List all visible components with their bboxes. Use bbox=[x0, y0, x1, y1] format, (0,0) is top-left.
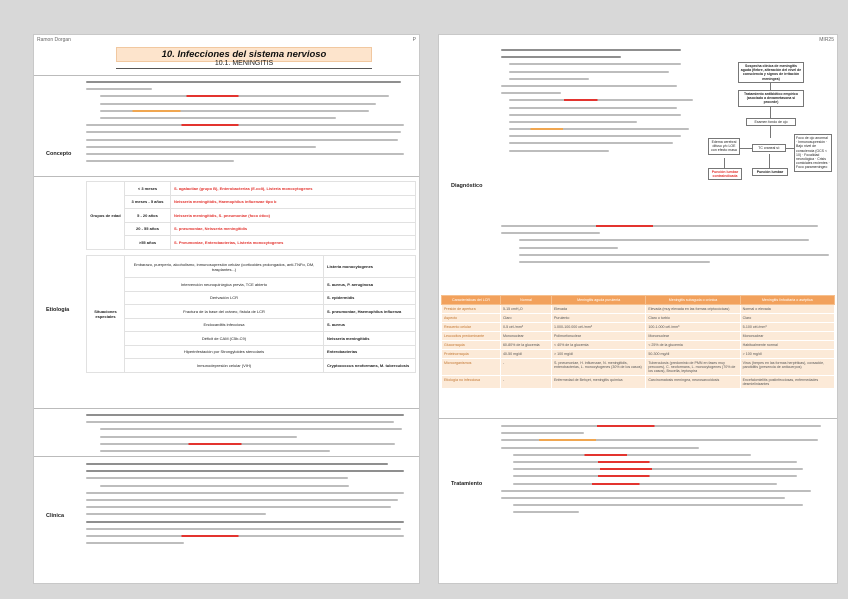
situation-cell: Derivación LCR bbox=[125, 291, 324, 305]
table-row bbox=[87, 182, 416, 196]
diagnostico-section bbox=[439, 45, 838, 295]
table-row bbox=[87, 236, 416, 250]
left-page bbox=[33, 34, 420, 584]
table-cell: S. pneumoniae, H. influenzae, N. meningitidis, enterobacterias, L. monocytogenes (30% de los casos) bbox=[552, 359, 646, 376]
table-cell: Virus (herpes en las formas herpéticas), coxsackie, parotiditis (presencia de anticuerpos) bbox=[740, 359, 834, 376]
table-row bbox=[87, 291, 416, 305]
table-cell: Polimorfonuclear bbox=[552, 332, 646, 341]
table-row bbox=[87, 359, 416, 373]
row-header-cell: Etiología no infecciosa bbox=[442, 376, 501, 389]
diagnostic-flow-diagram bbox=[708, 62, 832, 232]
table-cell: Mononuclear bbox=[500, 332, 551, 341]
table-row bbox=[87, 332, 416, 346]
table-cell: Claro bbox=[500, 314, 551, 323]
table-cell: Purulento bbox=[552, 314, 646, 323]
age-cell: 3 meses - 5 años bbox=[125, 195, 171, 209]
table-cell: Mononuclear bbox=[646, 332, 740, 341]
agent-cell: S. agalactiae (grupo B), Enterobacterias (E.coli), Listeria monocytogenes bbox=[171, 182, 416, 196]
table-cell: Normal o elevada bbox=[740, 305, 834, 314]
age-groups-table bbox=[86, 181, 416, 250]
table-row bbox=[442, 350, 835, 359]
agent-cell: Neisseria meningitidis bbox=[324, 332, 416, 346]
concepto-text-block bbox=[86, 81, 414, 167]
table-row bbox=[87, 345, 416, 359]
agent-cell: Neisseria meningitidis, Haemophilus influenzae tipo b bbox=[171, 195, 416, 209]
row-header-cell: Presión de apertura bbox=[442, 305, 501, 314]
concepto-label: Concepto bbox=[46, 151, 72, 157]
table-cell: Tuberculosis (predominio de PMN en fases muy precoces), C. neoformans, L. monocytogenes (70% de los casos), Brucella, leptospira bbox=[646, 359, 740, 376]
agent-cell: S. aureus, P. aeruginosa bbox=[324, 278, 416, 292]
table-cell: 60-80% de la glucemia bbox=[500, 341, 551, 350]
table-cell: < 40% de la glucemia bbox=[552, 341, 646, 350]
age-groups-label: Grupos de edad bbox=[87, 182, 125, 250]
etiologia-section bbox=[34, 176, 420, 408]
table-row bbox=[442, 341, 835, 350]
row-header-cell: Glucorraquia bbox=[442, 341, 501, 350]
column-header: Meningitis aguda purulenta bbox=[552, 296, 646, 305]
situation-cell: Fractura de la base del cráneo, fístula de LCR bbox=[125, 305, 324, 319]
table-cell: Encefalomielitis postinfecciosas, enfermedades desmielinizantes bbox=[740, 376, 834, 389]
table-row bbox=[87, 195, 416, 209]
tratamiento-text-block bbox=[501, 425, 831, 518]
table-cell: - bbox=[500, 376, 551, 389]
table-cell: - bbox=[500, 359, 551, 376]
table-header-row bbox=[442, 296, 835, 305]
chapter-title: 10. Infecciones del sistema nervioso bbox=[116, 47, 372, 62]
special-situations-label: Situaciones especiales bbox=[87, 256, 125, 373]
age-cell: 20 - 55 años bbox=[125, 222, 171, 236]
table-row bbox=[442, 323, 835, 332]
page-header-code: MIR25 bbox=[819, 37, 834, 43]
clinica-label: Clínica bbox=[46, 513, 65, 519]
table-cell: Claro o turbio bbox=[646, 314, 740, 323]
row-header-cell: Proteinorraquia bbox=[442, 350, 501, 359]
situation-cell: Embarazo, puerperio, alcoholismo, inmunosupresión celular (corticoides prolongados, anti-TNFα, DM, trasplantes...) bbox=[125, 256, 324, 278]
column-header: Características del LCR bbox=[442, 296, 501, 305]
page-header-letter: P bbox=[412, 37, 416, 43]
agent-cell: S. epidermidis bbox=[324, 291, 416, 305]
diagram-box-tc: TC craneal si: bbox=[752, 144, 786, 152]
row-header-cell: Aspecto bbox=[442, 314, 501, 323]
agent-cell: S. aureus bbox=[324, 318, 416, 332]
diagram-box-lumbar: Punción lumbar bbox=[752, 168, 788, 176]
table-row bbox=[87, 209, 416, 223]
table-cell: Elevada bbox=[552, 305, 646, 314]
table-row bbox=[442, 314, 835, 323]
tratamiento-label: Tratamiento bbox=[451, 481, 483, 487]
diagram-box-treatment: Tratamiento antibiótico empírico (asociado a dexametasona si procede) bbox=[738, 90, 804, 107]
agent-cell: Cryptococcus neoformans, M. tuberculosis bbox=[324, 359, 416, 373]
table-cell: 5-100 cél./mm³ bbox=[740, 323, 834, 332]
column-header: Meningitis subaguda o crónica bbox=[646, 296, 740, 305]
table-cell: 5-15 cmH₂O bbox=[500, 305, 551, 314]
agent-cell: S. pneumoniae, Haemophilus influenza bbox=[324, 305, 416, 319]
column-header: Normal bbox=[500, 296, 551, 305]
age-cell: < 3 meses bbox=[125, 182, 171, 196]
diagram-box-suspicion: Sospecha clínica de meningitis aguda (fiebre, alteración del nivel de consciencia y signos de irritación meníngea) bbox=[738, 62, 804, 83]
clinica-section bbox=[34, 456, 420, 584]
age-cell: >55 años bbox=[125, 236, 171, 250]
situation-cell: Déficit de CAM (C5b-C9) bbox=[125, 332, 324, 346]
agent-cell: Listeria monocytogenes bbox=[324, 256, 416, 278]
situation-cell: Endocarditis infecciosa bbox=[125, 318, 324, 332]
meningococo-section bbox=[34, 408, 420, 456]
diagnostico-label: Diagnóstico bbox=[451, 183, 483, 189]
row-header-cell: Microorganismos bbox=[442, 359, 501, 376]
diagnostico-text-block bbox=[501, 49, 701, 157]
right-page bbox=[438, 34, 838, 584]
table-row bbox=[442, 305, 835, 314]
table-cell: Mononuclear bbox=[740, 332, 834, 341]
agent-cell: S. Pneumoniae, Enterobacterias, Listeria monocytogenes bbox=[171, 236, 416, 250]
special-situations-table bbox=[86, 255, 416, 373]
table-cell: Carcinomatosis meníngea, neurosarcoidosis bbox=[646, 376, 740, 389]
meningococo-text-block bbox=[86, 414, 414, 457]
table-cell: Claro bbox=[740, 314, 834, 323]
table-cell: 100-1.000 cél./mm³ bbox=[646, 323, 740, 332]
table-cell: 0-5 cél./mm³ bbox=[500, 323, 551, 332]
age-cell: 5 - 20 años bbox=[125, 209, 171, 223]
diagram-box-contraindicated: Punción lumbar contraindicada bbox=[708, 168, 742, 180]
table-cell: 50-300 mg/dl bbox=[646, 350, 740, 359]
table-row bbox=[442, 359, 835, 376]
situation-cell: Intervención neuroquirúrgica previa, TCE abierto bbox=[125, 278, 324, 292]
agent-cell: S. pneumoniae, Neisseria meningitidis bbox=[171, 222, 416, 236]
row-header-cell: Recuento celular bbox=[442, 323, 501, 332]
table-row bbox=[87, 278, 416, 292]
table-cell: Habitualmente normal bbox=[740, 341, 834, 350]
table-row bbox=[442, 332, 835, 341]
table-row bbox=[442, 376, 835, 389]
table-cell: 40-50 mg/dl bbox=[500, 350, 551, 359]
column-header: Meningitis linfocitaria o aséptica bbox=[740, 296, 834, 305]
situation-cell: Inmunodepresión celular (VIH) bbox=[125, 359, 324, 373]
situation-cell: Hiperinfestación por Strongyloides stercolaris bbox=[125, 345, 324, 359]
diagram-box-fondo-ojo: Examen fondo de ojo bbox=[746, 118, 796, 126]
table-cell: 1.000-100.000 cél./mm³ bbox=[552, 323, 646, 332]
table-row bbox=[87, 318, 416, 332]
agent-cell: Neisseria meningitidis, S. pneumoniae (foco ótico) bbox=[171, 209, 416, 223]
clinica-text-block bbox=[86, 463, 414, 549]
table-row bbox=[87, 222, 416, 236]
table-cell: > 100 mg/dl bbox=[740, 350, 834, 359]
row-header-cell: Leucocitos predominante bbox=[442, 332, 501, 341]
table-row bbox=[87, 305, 416, 319]
diagram-box-criteria: Foco de ojo anormal · Inmunosupresión · Bajo nivel de consciencia (GCS < 10) · Focalidad neurológica · Crisis comiciales recientes · Foco parameníngeo bbox=[794, 134, 832, 172]
table-cell: Elevada (muy elevada en las formas criptocócicas) bbox=[646, 305, 740, 314]
diagram-box-edema: Edema cerebral difuso y/o LOE con efecto masa bbox=[708, 138, 740, 155]
section-subtitle: 10.1. MENINGITIS bbox=[116, 60, 372, 69]
table-cell: Enfermedad de Behçet, meningitis química bbox=[552, 376, 646, 389]
page-header-author: Ramon Dorgan bbox=[37, 37, 71, 43]
agent-cell: Enterobacterias bbox=[324, 345, 416, 359]
tratamiento-section bbox=[439, 418, 838, 584]
table-row bbox=[87, 256, 416, 278]
table-cell: > 100 mg/dl bbox=[552, 350, 646, 359]
lcr-table bbox=[441, 295, 835, 389]
etiologia-label: Etiología bbox=[46, 307, 70, 313]
table-cell: < 25% de la glucemia bbox=[646, 341, 740, 350]
